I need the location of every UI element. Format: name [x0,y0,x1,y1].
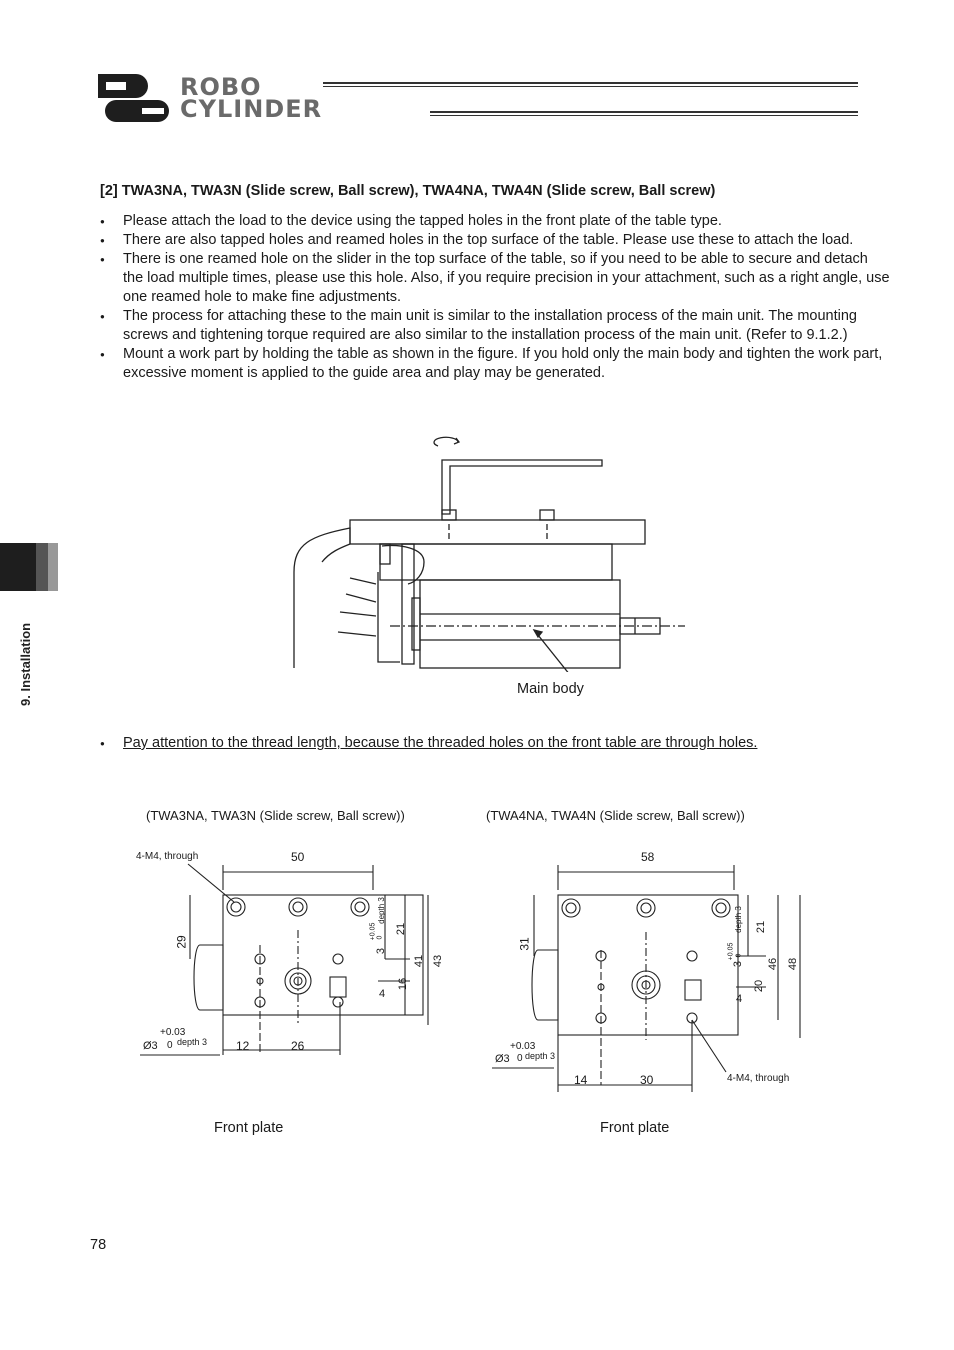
left-dim-12: 12 [236,1039,250,1053]
header-rule-top-2 [323,86,858,87]
logo-line-2: CYLINDER [180,95,323,123]
left-depth: depth 3 [376,897,386,924]
left-dim-16: 16 [397,977,410,991]
chapter-tab-light [48,543,58,591]
right-dim-31: 31 [517,937,532,951]
list-item: ● There is one reamed hole on the slider in the top surface of the table, so if you need to be able to secure and detach the load multiple times, please use this hole. Also, if you require precision in your attachment, such as a right angle, use one reamed hole to make fine adjustments. [100,250,890,307]
chapter-label: 9. Installation [18,622,33,706]
left-drawing-caption: (TWA3NA, TWA3N (Slide screw, Ball screw)) [146,808,405,823]
right-dim-30: 30 [640,1073,654,1087]
left-dim-3: 3 [375,947,388,955]
main-body-label: Main body [517,681,584,697]
left-hole-label: 4-M4, through [136,851,199,862]
header-rule-bottom [430,111,858,113]
left-dim-top: 50 [291,850,305,864]
right-dim-4: 4 [736,993,743,1005]
right-pin-tol-lower: 0 [517,1053,523,1064]
left-dim-29: 29 [174,935,189,949]
right-dim-21: 21 [755,920,768,934]
left-pin-tol-upper: +0.03 [160,1027,186,1038]
right-pin-dia: Ø3 [495,1053,510,1065]
right-pin-tol-upper: +0.03 [510,1041,536,1052]
logo-line-1: ROBO [180,73,262,101]
header-rule-top [323,82,858,84]
right-drawing-caption: (TWA4NA, TWA4N (Slide screw, Ball screw)) [486,808,745,823]
left-dim-41: 41 [413,954,426,968]
chapter-tab-mid [36,543,48,591]
left-pin-tol-lower: 0 [167,1040,173,1051]
left-pin-depth: depth 3 [177,1037,208,1047]
left-dim-43: 43 [432,954,445,968]
right-tol-lower: 0 [735,953,743,958]
right-dim-3: 3 [732,960,745,968]
left-dim-4: 4 [379,988,386,1000]
rc-logo-icon [96,72,174,124]
right-depth: depth 3 [733,906,743,933]
right-front-plate-label: Front plate [600,1120,670,1136]
bullet-icon: ● [100,739,105,748]
brand-logo [180,73,323,123]
right-pin-depth: depth 3 [525,1051,556,1061]
chapter-tab-dark [0,543,36,591]
note-text: Pay attention to the thread length, because the threaded holes on the front table are through holes. [123,735,758,751]
right-dim-14: 14 [574,1073,588,1087]
page-number: 78 [90,1237,107,1253]
list-item: ● Please attach the load to the device using the tapped holes in the front plate of the table type. [100,212,890,231]
right-dim-48: 48 [787,957,800,971]
list-item: ● Mount a work part by holding the table as shown in the figure. If you hold only the main body and tighten the work part, excessive moment is applied to the guide area and play may be generated. [100,345,890,383]
mounting-figure [290,432,690,672]
left-dim-21: 21 [395,922,408,936]
list-item: ● The process for attaching these to the main unit is similar to the installation process of the main unit. The mounting screws and tightening torque required are also similar to the installation process of the main unit. (Refer to 9.1.2.) [100,307,890,345]
left-tol-lower: 0 [376,935,384,940]
right-dim-20: 20 [753,979,766,993]
header-rule-bottom-2 [430,115,858,116]
left-pin-dia: Ø3 [143,1040,158,1052]
instruction-list [100,212,890,383]
right-hole-label: 4-M4, through [727,1073,790,1084]
right-dim-top: 58 [641,850,655,864]
section-title: [2] TWA3NA, TWA3N (Slide screw, Ball screw), TWA4NA, TWA4N (Slide screw, Ball screw) [100,183,716,199]
right-tol-upper: +0.05 [727,942,735,961]
list-item: ● There are also tapped holes and reamed holes in the top surface of the table. Please use these to attach the load. [100,231,890,250]
left-tol-upper: +0.05 [369,922,377,941]
left-front-plate-label: Front plate [214,1120,284,1136]
left-dim-26: 26 [291,1039,305,1053]
right-dim-46: 46 [767,957,780,971]
